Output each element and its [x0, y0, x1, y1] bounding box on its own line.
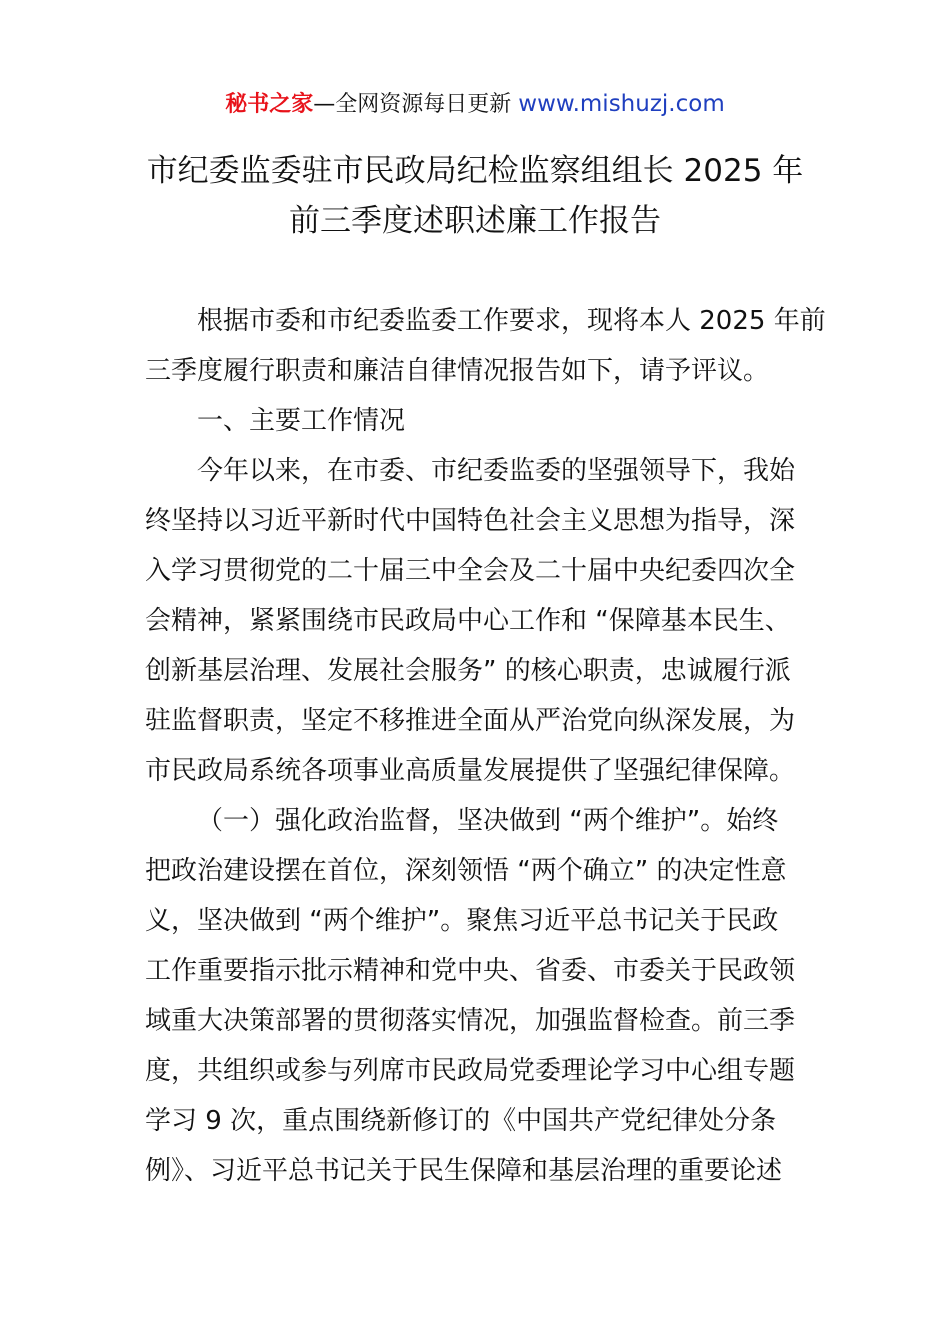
document-body [145, 296, 826, 1196]
body-line: 市民政局系统各项事业高质量发展提供了坚强纪律保障。 [145, 756, 796, 786]
body-line: 入学习贯彻党的二十届三中全会及二十届中央纪委四次全 [145, 556, 796, 586]
header-tagline: —全网资源每日更新 [313, 92, 519, 117]
body-line: 义，坚决做到 “两个维护”。聚焦习近平总书记关于民政 [145, 906, 779, 936]
body-line: 工作重要指示批示精神和党中央、省委、市委关于民政领 [145, 956, 796, 986]
body-line: 把政治建设摆在首位，深刻领悟 “两个确立” 的决定性意 [145, 856, 787, 886]
title-line-2: 前三季度述职述廉工作报告 [289, 203, 661, 239]
body-line: 终坚持以习近平新时代中国特色社会主义思想为指导，深 [145, 506, 796, 536]
site-url-link[interactable]: www.mishuzj.com [518, 91, 725, 117]
body-line: 例》、习近平总书记关于民生保障和基层治理的重要论述 [145, 1156, 783, 1186]
brand-name: 秘书之家 [225, 92, 314, 117]
site-header [0, 88, 950, 121]
body-line: 三季度履行职责和廉洁自律情况报告如下，请予评议。 [145, 356, 770, 386]
body-line: 创新基层治理、发展社会服务” 的核心职责，忠诚履行派 [145, 656, 791, 686]
body-line: 学习 9 次，重点围绕新修订的《中国共产党纪律处分条 [145, 1106, 777, 1136]
body-line: 今年以来，在市委、市纪委监委的坚强领导下，我始 [197, 456, 796, 486]
body-line: 会精神，紧紧围绕市民政局中心工作和 “保障基本民生、 [145, 606, 791, 636]
title-line-1: 市纪委监委驻市民政局纪检监察组组长 2025 年 [146, 153, 804, 189]
body-line: 度，共组织或参与列席市民政局党委理论学习中心组专题 [145, 1056, 796, 1086]
subsection-heading-line: （一）强化政治监督，坚决做到 “两个维护”。始终 [197, 806, 779, 836]
body-line: 域重大决策部署的贯彻落实情况，加强监督检查。前三季 [145, 1006, 796, 1036]
document-title [100, 146, 850, 246]
section-heading: 一、主要工作情况 [197, 406, 406, 436]
body-line: 驻监督职责，坚定不移推进全面从严治党向纵深发展，为 [145, 706, 796, 736]
body-line: 根据市委和市纪委监委工作要求，现将本人 2025 年前 [197, 306, 826, 336]
